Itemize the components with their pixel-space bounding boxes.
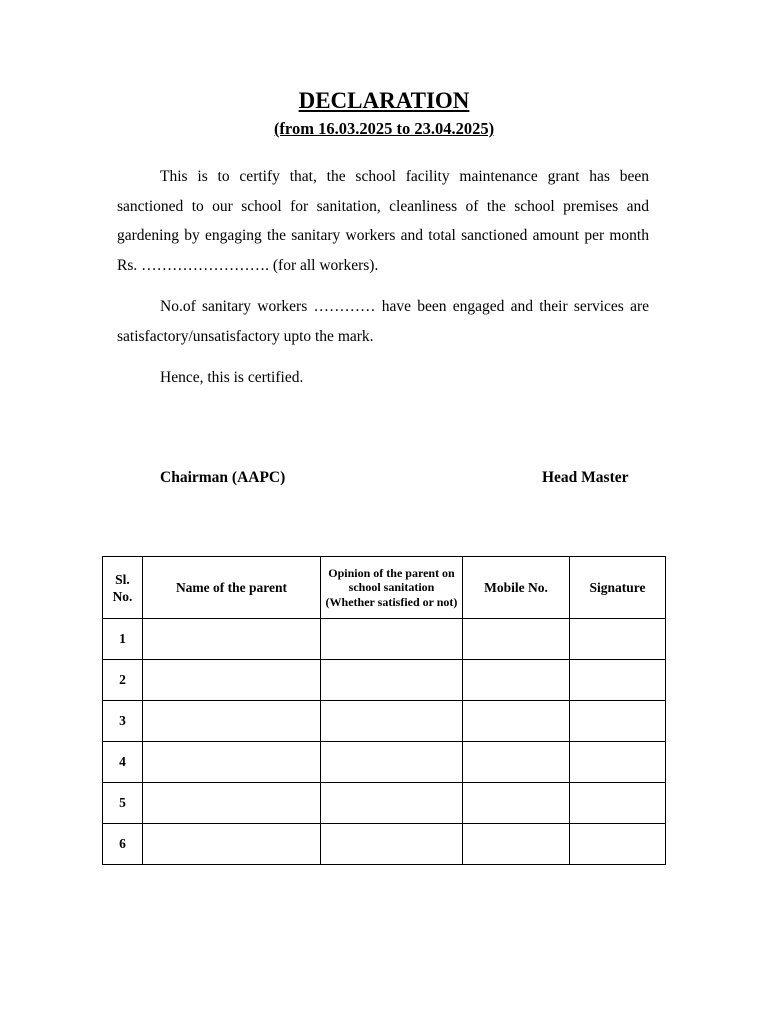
certified-paragraph: Hence, this is certified. xyxy=(160,369,304,386)
page-title: DECLARATION xyxy=(298,88,470,113)
mobile-cell xyxy=(463,824,570,865)
row-sl-number: 3 xyxy=(103,701,143,742)
row-sl-number: 6 xyxy=(103,824,143,865)
parent-name-cell xyxy=(143,619,321,660)
table-row xyxy=(103,660,666,701)
parent-name-cell xyxy=(143,742,321,783)
parent-name-cell xyxy=(143,660,321,701)
table-row xyxy=(103,783,666,824)
row-sl-number: 4 xyxy=(103,742,143,783)
parent-name-cell xyxy=(143,783,321,824)
row-sl-number: 5 xyxy=(103,783,143,824)
row-sl-number: 1 xyxy=(103,619,143,660)
table-row xyxy=(103,824,666,865)
column-header-name: Name of the parent xyxy=(143,557,321,619)
column-header-signature: Signature xyxy=(570,557,666,619)
column-header-sl-no xyxy=(103,557,143,619)
opinion-cell xyxy=(321,824,463,865)
table-header-row xyxy=(103,557,666,619)
date-range-subtitle: (from 16.03.2025 to 23.04.2025) xyxy=(273,119,495,138)
mobile-cell xyxy=(463,742,570,783)
signature-cell xyxy=(570,783,666,824)
table-row xyxy=(103,619,666,660)
table-row xyxy=(103,701,666,742)
mobile-cell xyxy=(463,701,570,742)
opinion-cell xyxy=(321,783,463,824)
opinion-cell xyxy=(321,619,463,660)
signature-cell xyxy=(570,742,666,783)
workers-paragraph: No.of sanitary workers ………… have been engaged and their services are satisfactory/unsatisfactory upto the mark. xyxy=(117,298,649,345)
column-header-mobile: Mobile No. xyxy=(463,557,570,619)
opinion-cell xyxy=(321,742,463,783)
parent-opinion-table xyxy=(102,556,666,865)
signature-cell xyxy=(570,701,666,742)
mobile-cell xyxy=(463,783,570,824)
mobile-cell xyxy=(463,619,570,660)
sl-header-line1: Sl. xyxy=(115,571,130,587)
opinion-cell xyxy=(321,660,463,701)
signature-cell xyxy=(570,660,666,701)
signature-cell xyxy=(570,619,666,660)
table-row xyxy=(103,742,666,783)
row-sl-number: 2 xyxy=(103,660,143,701)
signature-cell xyxy=(570,824,666,865)
certification-paragraph: This is to certify that, the school facility maintenance grant has been sanctioned to our school for sanitation, cleanliness of the school premises and gardening by engaging the sanitary workers and total sanctioned amount per month Rs. ……………………. (for all workers). xyxy=(117,168,649,274)
sl-header-line2: No. xyxy=(112,588,133,604)
parent-name-cell xyxy=(143,824,321,865)
opinion-cell xyxy=(321,701,463,742)
mobile-cell xyxy=(463,660,570,701)
headmaster-signature-label: Head Master xyxy=(542,469,629,486)
column-header-opinion: Opinion of the parent on school sanitation (Whether satisfied or not) xyxy=(321,557,463,619)
chairman-signature-label: Chairman (AAPC) xyxy=(160,469,286,486)
parent-name-cell xyxy=(143,701,321,742)
